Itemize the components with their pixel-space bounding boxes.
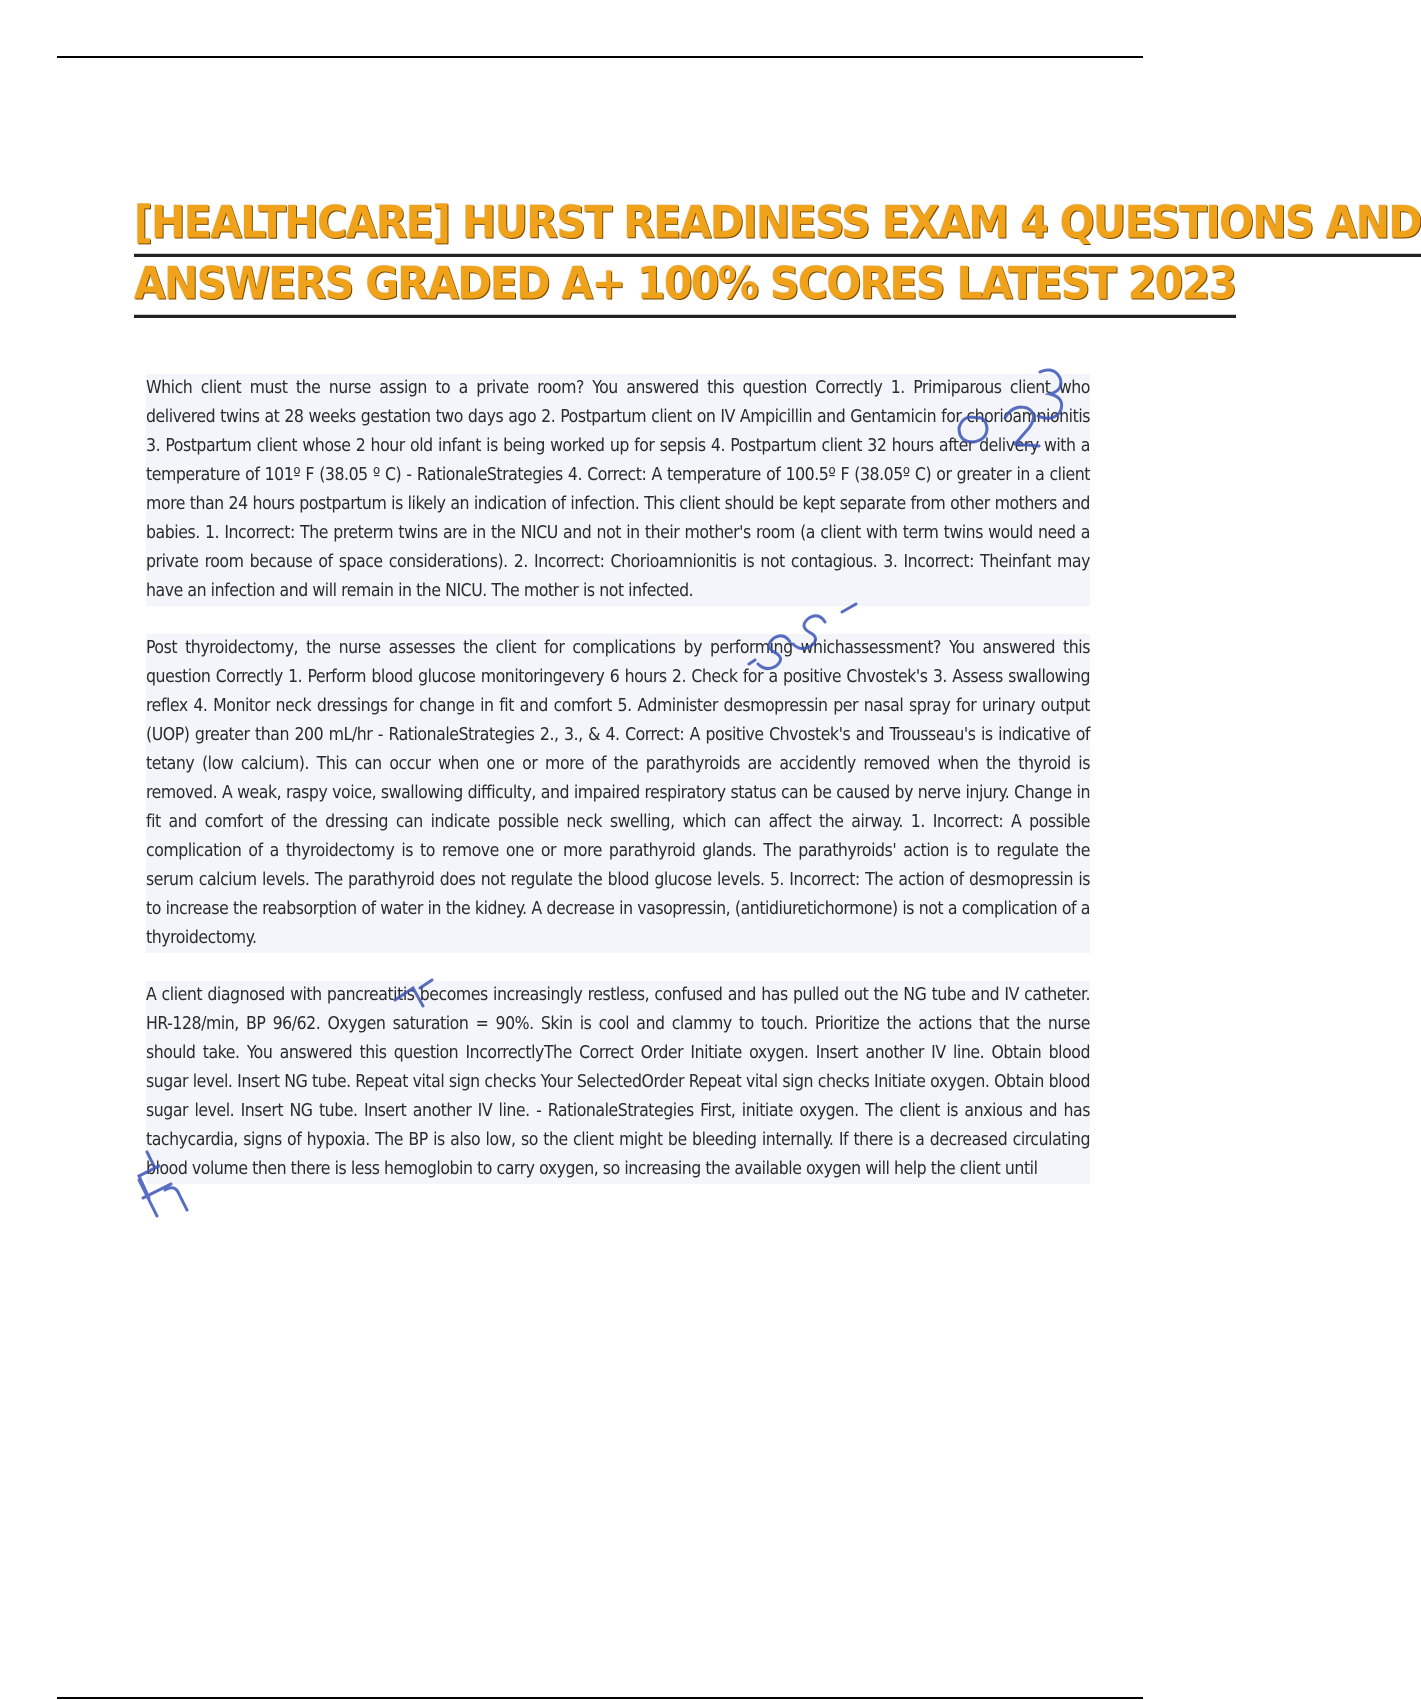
document-title bbox=[134, 196, 1421, 318]
bottom-rule bbox=[57, 1697, 1143, 1699]
document-body bbox=[146, 374, 1090, 1212]
top-rule bbox=[57, 56, 1143, 58]
question-paragraph-1: Which client must the nurse assign to a private room? You answered this question Correctly 1. Primiparous client who delivered twins at 28 weeks gestation two days ago 2. Postpartum client on IV Ampicillin and Gentamicin for chorioamnionitis 3. Postpartum client whose 2 hour old infant is being worked up for sepsis 4. Postpartum client 32 hours after delivery with a temperature of 101º F (38.05 º C) - RationaleStrategies 4. Correct: A temperature of 100.5º F (38.05º C) or greater in a client more than 24 hours postpartum is likely an indication of infection. This client should be kept separate from other mothers and babies. 1. Incorrect: The preterm twins are in the NICU and not in their mother's room (a client with term twins would need a private room because of space considerations). 2. Incorrect: Chorioamnionitis is not contagious. 3. Incorrect: Theinfant may have an infection and will remain in the NICU. The mother is not infected. bbox=[146, 374, 1090, 606]
title-line-1: [HEALTHCARE] HURST READINESS EXAM 4 QUESTIONS AND bbox=[134, 191, 1421, 257]
title-line-2: ANSWERS GRADED A+ 100% SCORES LATEST 2023 bbox=[134, 252, 1236, 318]
question-paragraph-3: A client diagnosed with pancreatitis becomes increasingly restless, confused and has pulled out the NG tube and IV catheter. HR-128/min, BP 96/62. Oxygen saturation = 90%. Skin is cool and clammy to touch. Prioritize the actions that the nurse should take. You answered this question IncorrectlyThe Correct Order Initiate oxygen. Insert another IV line. Obtain blood sugar level. Insert NG tube. Repeat vital sign checks Your SelectedOrder Repeat vital sign checks Initiate oxygen. Obtain blood sugar level. Insert NG tube. Insert another IV line. - RationaleStrategies First, initiate oxygen. The client is anxious and has tachycardia, signs of hypoxia. The BP is also low, so the client might be bleeding internally. If there is a decreased circulating blood volume then there is less hemoglobin to carry oxygen, so increasing the available oxygen will help the client until bbox=[146, 981, 1090, 1184]
question-paragraph-2: Post thyroidectomy, the nurse assesses the client for complications by performing whichassessment? You answered this question Correctly 1. Perform blood glucose monitoringevery 6 hours 2. Check for a positive Chvostek's 3. Assess swallowing reflex 4. Monitor neck dressings for change in fit and comfort 5. Administer desmopressin per nasal spray for urinary output (UOP) greater than 200 mL/hr - RationaleStrategies 2., 3., & 4. Correct: A positive Chvostek's and Trousseau's is indicative of tetany (low calcium). This can occur when one or more of the parathyroids are accidently removed when the thyroid is removed. A weak, raspy voice, swallowing difficulty, and impaired respiratory status can be caused by nerve injury. Change in fit and comfort of the dressing can indicate possible neck swelling, which can affect the airway. 1. Incorrect: A possible complication of a thyroidectomy is to remove one or more parathyroid glands. The parathyroids' action is to regulate the serum calcium levels. The parathyroid does not regulate the blood glucose levels. 5. Incorrect: The action of desmopressin is to increase the reabsorption of water in the kidney. A decrease in vasopressin, (antidiuretichormone) is not a complication of a thyroidectomy. bbox=[146, 634, 1090, 953]
